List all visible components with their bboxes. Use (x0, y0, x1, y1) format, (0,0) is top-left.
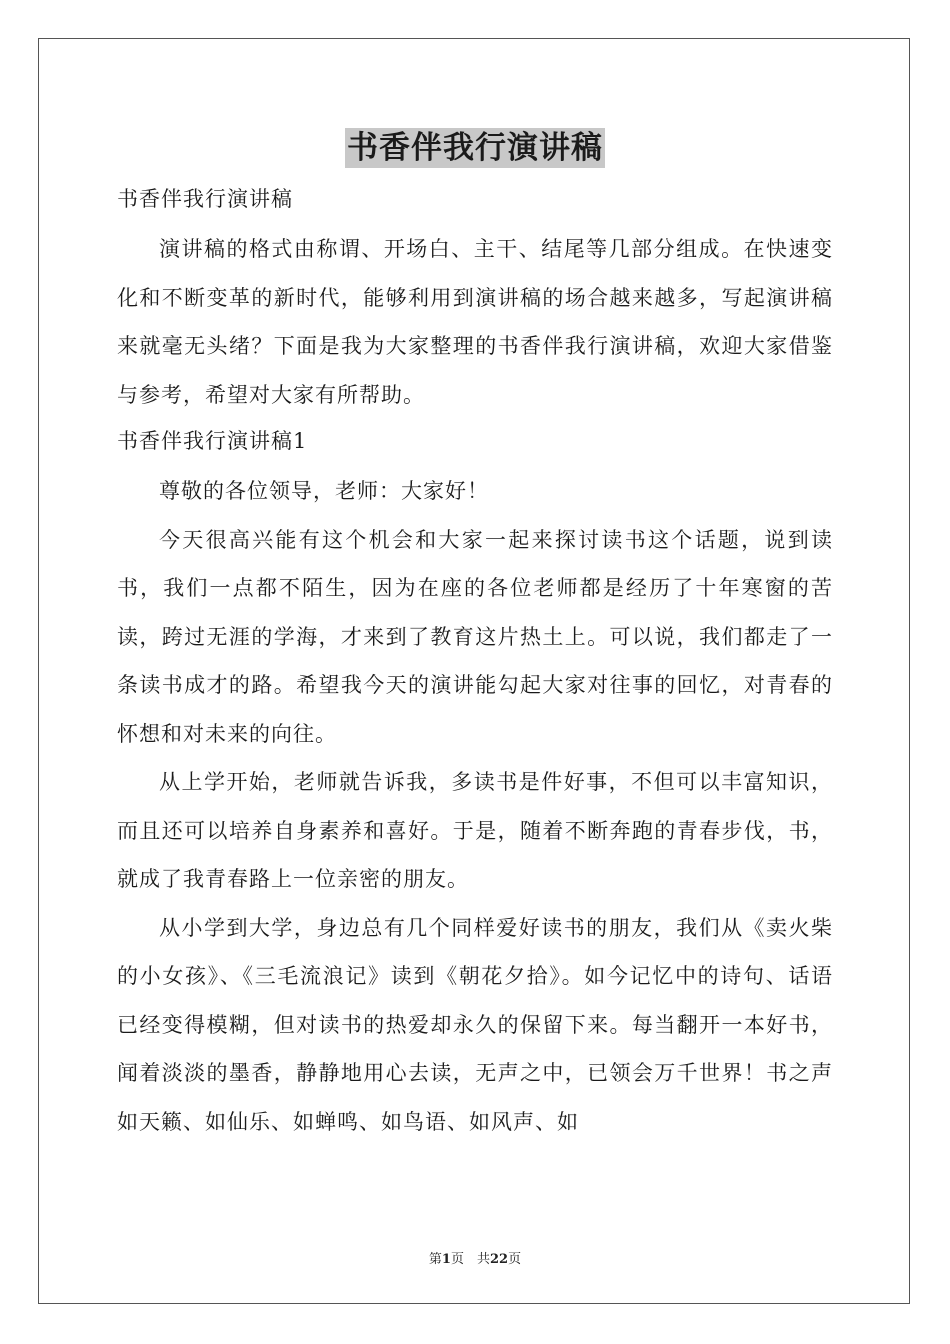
document-title: 书香伴我行演讲稿 (347, 130, 603, 166)
page-prefix: 第 (428, 1252, 442, 1267)
page-footer (0, 1248, 950, 1267)
document-body (117, 177, 833, 1146)
page-total: 22 (489, 1252, 509, 1267)
salutation-paragraph: 尊敬的各位领导，老师：大家好！ (159, 479, 489, 503)
section-heading: 书香伴我行演讲稿1 (117, 429, 308, 453)
document-subtitle: 书香伴我行演讲稿 (117, 187, 293, 211)
body-paragraph: 从上学开始，老师就告诉我，多读书是件好事，不但可以丰富知识，而且还可以培养自身素养和喜好。于是，随着不断奔跑的青春步伐，书，就成了我青春路上一位亲密的朋友。 (117, 770, 833, 891)
intro-paragraph: 演讲稿的格式由称谓、开场白、主干、结尾等几部分组成。在快速变化和不断变革的新时代，能够利用到演讲稿的场合越来越多，写起演讲稿来就毫无头绪？下面是我为大家整理的书香伴我行演讲稿，欢迎大家借鉴与参考，希望对大家有所帮助。 (117, 237, 833, 407)
page-mid: 页 共 (450, 1252, 490, 1267)
page-current: 1 (441, 1252, 451, 1267)
body-paragraph: 从小学到大学，身边总有几个同样爱好读书的朋友，我们从《卖火柴的小女孩》、《三毛流浪记》读到《朝花夕拾》。如今记忆中的诗句、话语已经变得模糊，但对读书的热爱却永久的保留下来。每当翻开一本好书，闻着淡淡的墨香，静静地用心去读，无声之中，已领会万千世界！书之声如天籁、如仙乐、如蝉鸣、如鸟语、如风声、如 (117, 915, 833, 1134)
page-suffix: 页 (508, 1252, 522, 1267)
title-container (0, 128, 950, 168)
body-paragraph: 今天很高兴能有这个机会和大家一起来探讨读书这个话题，说到读书，我们一点都不陌生，因为在座的各位老师都是经历了十年寒窗的苦读，跨过无涯的学海，才来到了教育这片热土上。可以说，我们都走了一条读书成才的路。希望我今天的演讲能勾起大家对往事的回忆，对青春的怀想和对未来的向往。 (117, 527, 833, 746)
